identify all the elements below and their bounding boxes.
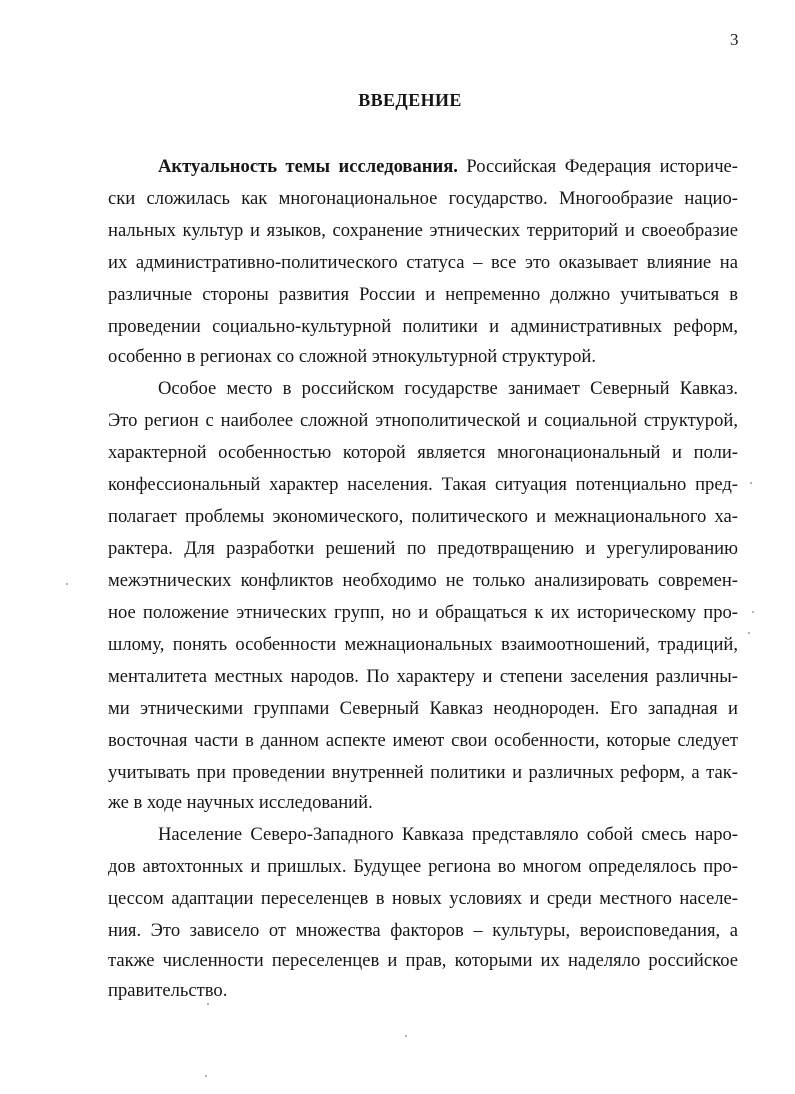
text-line: проведении социально-культурной политики и административных реформ, — [108, 316, 738, 337]
scan-speck — [405, 1035, 407, 1037]
text-line: нальных культур и языков, сохранение этнических территорий и своеобразие — [108, 220, 738, 241]
scan-speck — [752, 611, 754, 613]
text-line: различные стороны развития России и непременно должно учитываться в — [108, 284, 738, 305]
text-line: Это регион с наиболее сложной этнополитической и социальной структурой, — [108, 410, 738, 431]
text-line: Особое место в российском государстве занимает Северный Кавказ. — [158, 378, 738, 399]
text-line: конфессиональный характер населения. Такая ситуация потенциально пред- — [108, 474, 738, 495]
text-line: Актуальность темы исследования. Российская Федерация историче- — [158, 156, 738, 177]
text-line: правительство. — [108, 980, 228, 1001]
text-line: дов автохтонных и пришлых. Будущее региона во многом определялось про- — [108, 856, 738, 877]
scan-speck — [750, 482, 752, 484]
text-line: также численности переселенцев и прав, которыми их наделяло российское — [108, 950, 738, 971]
page-number: 3 — [730, 30, 739, 49]
section-title: ВВЕДЕНИЕ — [358, 90, 462, 110]
text-line: их административно-политического статуса – все это оказывает влияние на — [108, 252, 738, 273]
text-line: ски сложилась как многонациональное государство. Многообразие нацио- — [108, 188, 738, 209]
scan-speck — [207, 1003, 209, 1005]
text-line: полагает проблемы экономического, политического и межнационального ха- — [108, 506, 738, 527]
text-line: учитывать при проведении внутренней политики и различных реформ, а так- — [108, 762, 738, 783]
text-line: межэтнических конфликтов необходимо не только анализировать современ- — [108, 570, 738, 591]
text-line: характерной особенностью которой является многонациональный и поли- — [108, 442, 738, 463]
text-line: восточная части в данном аспекте имеют свои особенности, которые следует — [108, 730, 738, 751]
text-line: Население Северо-Западного Кавказа представляло собой смесь наро- — [158, 824, 738, 845]
paragraph-lead: Актуальность темы исследования. — [158, 156, 458, 177]
text-line: ми этническими группами Северный Кавказ неоднороден. Его западная и — [108, 698, 738, 719]
text-line: ния. Это зависело от множества факторов – культуры, вероисповедания, а — [108, 920, 738, 941]
scan-speck — [748, 632, 750, 634]
text-line: менталитета местных народов. По характеру и степени заселения различны- — [108, 666, 738, 687]
text-line: особенно в регионах со сложной этнокультурной структурой. — [108, 346, 596, 367]
scan-speck — [66, 583, 68, 585]
text-line: ное положение этнических групп, но и обращаться к их историческому про- — [108, 602, 738, 623]
text-line: шлому, понять особенности межнациональных взаимоотношений, традиций, — [108, 634, 738, 655]
scan-speck — [205, 1075, 207, 1077]
text-line: цессом адаптации переселенцев в новых условиях и среди местного населе- — [108, 888, 738, 909]
text-line: же в ходе научных исследований. — [108, 792, 373, 813]
text-line: рактера. Для разработки решений по предотвращению и урегулированию — [108, 538, 738, 559]
